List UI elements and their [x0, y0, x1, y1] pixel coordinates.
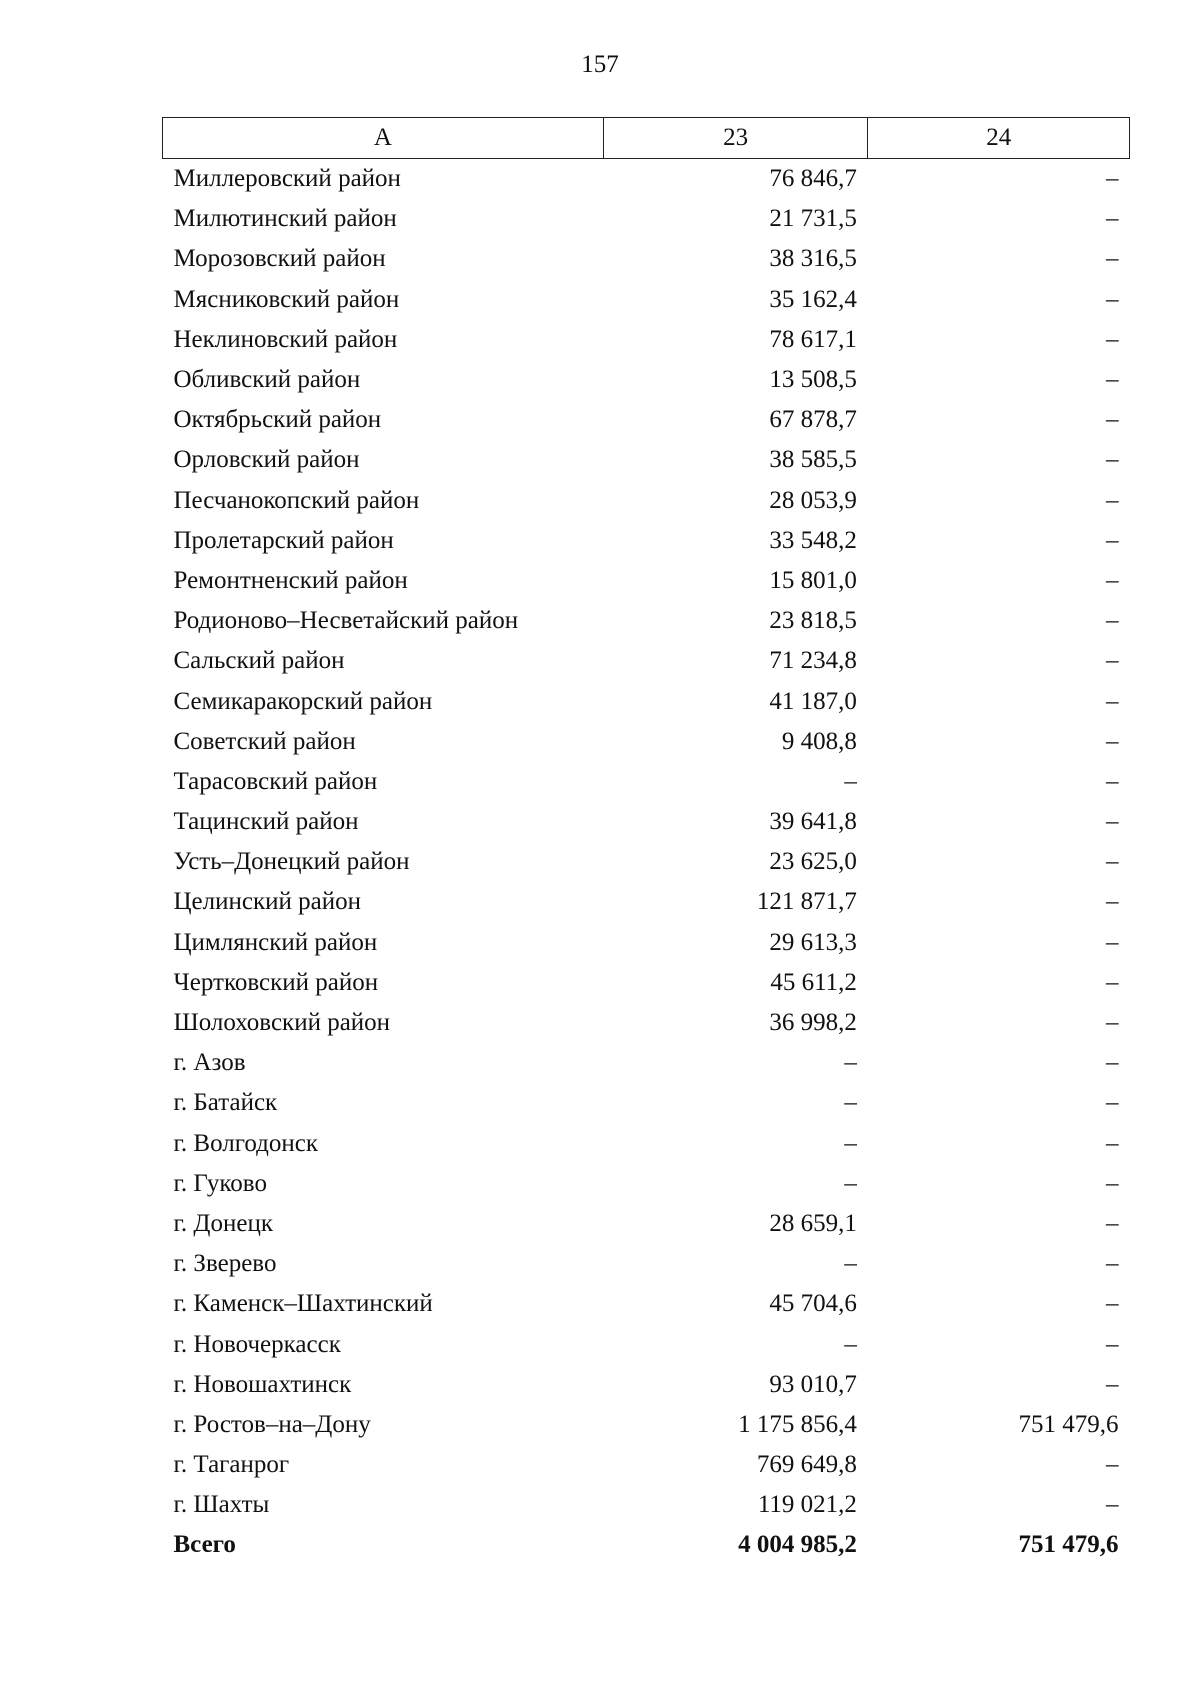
table-row	[163, 1445, 1130, 1485]
row-col-23-cell: 9 408,8	[781, 727, 857, 755]
row-col-24-cell: –	[1106, 285, 1119, 313]
row-col-24-cell: –	[1106, 1209, 1119, 1237]
row-col-24-cell: –	[1106, 325, 1119, 353]
row-col-23-cell: 119 021,2	[757, 1491, 857, 1519]
row-col-23-cell: 23 625,0	[769, 848, 857, 876]
row-col-24-cell: –	[1106, 245, 1119, 273]
table-row	[163, 1485, 1130, 1525]
row-col-23-cell: –	[844, 767, 857, 795]
table-row	[163, 159, 1130, 200]
data-table	[162, 117, 1130, 1566]
row-col-23-cell: 67 878,7	[769, 406, 857, 434]
row-name-cell: г. Новочеркасск	[173, 1330, 341, 1358]
row-col-24-cell: –	[1106, 446, 1119, 474]
row-col-24-cell: –	[1106, 1250, 1119, 1278]
row-col-23-cell: 21 731,5	[769, 205, 857, 233]
row-name-cell: Семикаракорский район	[173, 687, 433, 715]
table-row	[163, 400, 1130, 440]
row-col-23-cell: 39 641,8	[769, 808, 857, 836]
row-col-23-cell: 33 548,2	[769, 526, 857, 554]
row-name-cell: Шолоховский район	[173, 1009, 391, 1037]
row-col-23-cell: 76 846,7	[769, 165, 857, 193]
table-row	[163, 923, 1130, 963]
row-name-cell: г. Волгодонск	[173, 1129, 319, 1157]
row-col-24-cell: –	[1106, 1330, 1119, 1358]
row-col-24-cell: –	[1106, 526, 1119, 554]
row-col-23-cell: –	[844, 1129, 857, 1157]
row-name-cell: г. Шахты	[173, 1491, 270, 1519]
row-name-cell: г. Донецк	[173, 1209, 273, 1237]
table-row	[163, 1365, 1130, 1405]
row-col-24-cell: –	[1106, 1009, 1119, 1037]
row-col-23-cell: 38 585,5	[769, 446, 857, 474]
row-col-23-cell: 28 053,9	[769, 486, 857, 514]
row-name-cell: Октябрьский район	[173, 406, 382, 434]
row-col-23-cell: 45 611,2	[770, 968, 857, 996]
row-col-24-cell: –	[1106, 848, 1119, 876]
row-col-24-cell: –	[1106, 406, 1119, 434]
table-row	[163, 280, 1130, 320]
row-col-24-cell: –	[1106, 607, 1119, 635]
row-col-24-cell: –	[1106, 647, 1119, 675]
table-row	[163, 360, 1130, 400]
row-name-cell: Тацинский район	[173, 808, 359, 836]
table-row	[163, 681, 1130, 721]
row-col-23-cell: –	[844, 1089, 857, 1117]
table-row	[163, 641, 1130, 681]
table-body	[163, 159, 1130, 1566]
row-col-23-cell: 38 316,5	[769, 245, 857, 273]
row-col-24-cell: –	[1106, 486, 1119, 514]
table-row	[163, 1204, 1130, 1244]
table-row	[163, 963, 1130, 1003]
row-col-24-cell: –	[1106, 366, 1119, 394]
total-label: Всего	[173, 1531, 236, 1559]
row-col-24-cell: –	[1106, 808, 1119, 836]
table-row	[163, 722, 1130, 762]
row-col-24-cell: –	[1106, 687, 1119, 715]
table-row	[163, 561, 1130, 601]
table-row	[163, 1083, 1130, 1123]
table-row	[163, 1124, 1130, 1164]
row-col-23-cell: –	[844, 1250, 857, 1278]
header-row	[163, 118, 1130, 159]
row-name-cell: Цимлянский район	[173, 928, 378, 956]
row-col-23-cell: 121 871,7	[756, 888, 857, 916]
table-header	[163, 118, 1130, 159]
table-row	[163, 1164, 1130, 1204]
table-row	[163, 521, 1130, 561]
row-name-cell: Неклиновский район	[173, 325, 398, 353]
table-row	[163, 842, 1130, 882]
row-name-cell: Песчанокопский район	[173, 486, 420, 514]
row-col-24-cell: –	[1106, 1370, 1119, 1398]
table-row	[163, 1003, 1130, 1043]
row-col-23-cell: –	[844, 1169, 857, 1197]
row-name-cell: Мясниковский район	[173, 285, 400, 313]
table-row	[163, 762, 1130, 802]
row-name-cell: г. Зверево	[173, 1250, 277, 1278]
row-name-cell: Орловский район	[173, 446, 360, 474]
row-name-cell: Тарасовский район	[173, 767, 378, 795]
row-col-24-cell: –	[1106, 727, 1119, 755]
table-row	[163, 481, 1130, 521]
row-col-24-cell: –	[1106, 205, 1119, 233]
row-col-23-cell: 13 508,5	[769, 366, 857, 394]
row-name-cell: Морозовский район	[173, 245, 386, 273]
row-col-23-cell: 93 010,7	[769, 1370, 857, 1398]
table-row	[163, 199, 1130, 239]
header-col-a: А	[163, 118, 604, 159]
row-col-23-cell: 41 187,0	[769, 687, 857, 715]
row-col-24-cell: –	[1106, 1129, 1119, 1157]
row-col-24-cell: –	[1106, 1169, 1119, 1197]
table-row	[163, 1324, 1130, 1364]
row-name-cell: Обливский район	[173, 366, 361, 394]
row-col-23-cell: 36 998,2	[769, 1009, 857, 1037]
row-name-cell: Ремонтненский район	[173, 566, 408, 594]
row-name-cell: Сальский район	[173, 647, 345, 675]
row-name-cell: Чертковский район	[173, 968, 379, 996]
row-col-23-cell: 78 617,1	[769, 325, 857, 353]
row-name-cell: Пролетарский район	[173, 526, 394, 554]
table-row	[163, 440, 1130, 480]
row-name-cell: г. Азов	[173, 1049, 246, 1077]
row-name-cell: Усть–Донецкий район	[173, 848, 410, 876]
table-row	[163, 601, 1130, 641]
table-row	[163, 1244, 1130, 1284]
row-col-23-cell: 15 801,0	[769, 566, 857, 594]
header-col-23: 23	[603, 118, 868, 159]
row-col-24-cell: –	[1106, 1451, 1119, 1479]
total-row	[163, 1525, 1130, 1565]
row-col-24-cell: –	[1106, 767, 1119, 795]
row-col-23-cell: 35 162,4	[769, 285, 857, 313]
row-name-cell: Советский район	[173, 727, 356, 755]
row-name-cell: Миллеровский район	[173, 165, 401, 193]
row-name-cell: г. Таганрог	[173, 1451, 290, 1479]
row-name-cell: г. Гуково	[173, 1169, 267, 1197]
row-name-cell: Родионово–Несветайский район	[173, 607, 519, 635]
row-name-cell: г. Батайск	[173, 1089, 278, 1117]
total-col-23: 4 004 985,2	[738, 1531, 857, 1559]
row-name-cell: Милютинский район	[173, 205, 397, 233]
row-col-24-cell: –	[1106, 1491, 1119, 1519]
total-col-24: 751 479,6	[1018, 1531, 1119, 1559]
table-row	[163, 320, 1130, 360]
row-col-23-cell: 28 659,1	[769, 1209, 857, 1237]
table-row	[163, 882, 1130, 922]
table-row	[163, 1405, 1130, 1445]
table-row	[163, 802, 1130, 842]
header-col-24: 24	[868, 118, 1130, 159]
row-col-23-cell: –	[844, 1330, 857, 1358]
row-col-24-cell: –	[1106, 968, 1119, 996]
row-col-23-cell: 1 175 856,4	[738, 1410, 857, 1438]
table-row	[163, 1284, 1130, 1324]
row-col-24-cell: –	[1106, 1290, 1119, 1318]
row-col-24-cell: –	[1106, 165, 1119, 193]
table-row	[163, 1043, 1130, 1083]
row-name-cell: г. Каменск–Шахтинский	[173, 1290, 433, 1318]
row-name-cell: г. Новошахтинск	[173, 1370, 352, 1398]
row-col-24-cell: –	[1106, 888, 1119, 916]
row-col-24-cell: –	[1106, 1049, 1119, 1077]
row-col-24-cell: 751 479,6	[1018, 1410, 1119, 1438]
row-col-23-cell: 23 818,5	[769, 607, 857, 635]
row-col-23-cell: 45 704,6	[769, 1290, 857, 1318]
row-col-23-cell: –	[844, 1049, 857, 1077]
row-col-24-cell: –	[1106, 566, 1119, 594]
page-number: 157	[581, 51, 619, 78]
row-name-cell: г. Ростов–на–Дону	[173, 1410, 371, 1438]
row-col-23-cell: 29 613,3	[769, 928, 857, 956]
table-row	[163, 239, 1130, 279]
row-col-24-cell: –	[1106, 928, 1119, 956]
row-col-23-cell: 769 649,8	[756, 1451, 857, 1479]
row-col-23-cell: 71 234,8	[769, 647, 857, 675]
row-name-cell: Целинский район	[173, 888, 361, 916]
row-col-24-cell: –	[1106, 1089, 1119, 1117]
